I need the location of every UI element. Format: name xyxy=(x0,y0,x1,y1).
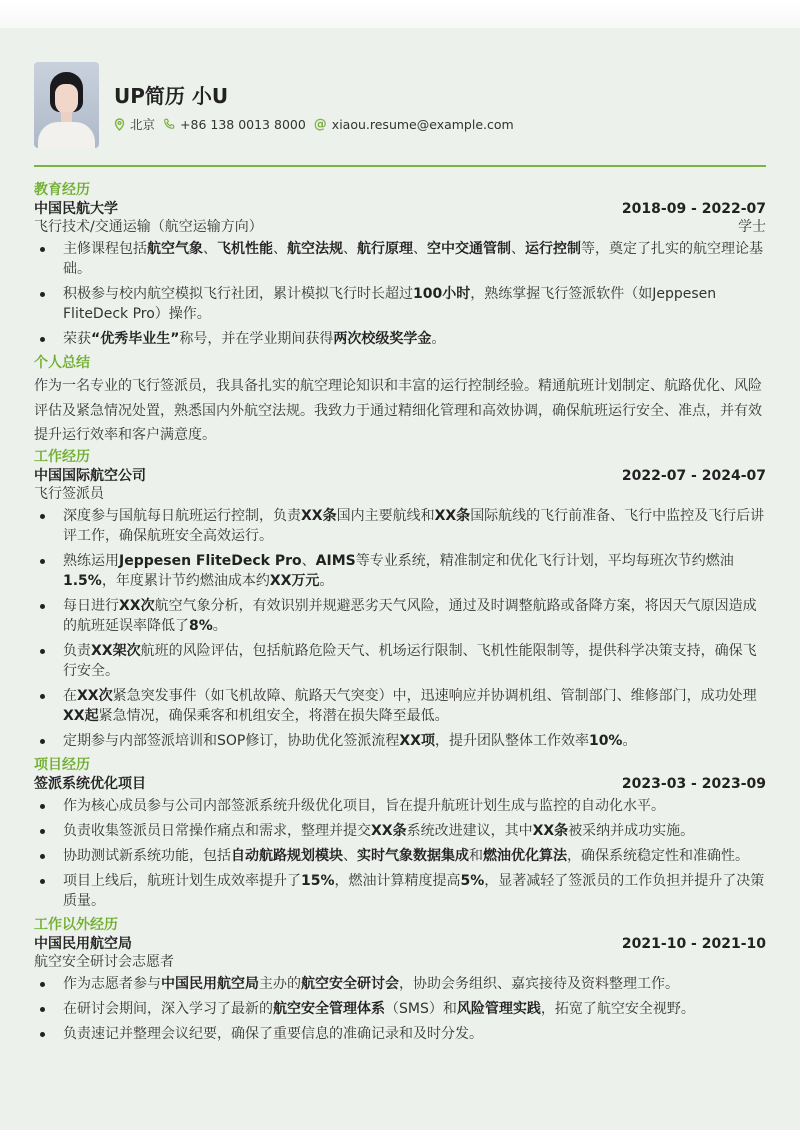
bullet-text: 称号，并在学业期间获得 xyxy=(179,331,334,347)
work-bullets xyxy=(34,506,766,751)
bullet-text: 和 xyxy=(469,847,483,864)
header-divider xyxy=(34,165,766,167)
bullet-item xyxy=(34,686,766,726)
project-bullets xyxy=(34,796,766,911)
emphasis-text: 航空安全管理体系 xyxy=(273,1000,385,1017)
bullet-text: 深度参与国航每日航班运行控制，负责 xyxy=(63,507,301,524)
emphasis-text: “优秀毕业生” xyxy=(91,331,180,347)
emphasis-text: 两次校级奖学金 xyxy=(333,331,432,347)
bullet-text: 。 xyxy=(622,732,637,749)
emphasis-text: XX条 xyxy=(434,507,471,524)
bullet-text: 作为核心成员参与公司内部签派系统升级优化项目，旨在提升航班计划生成与监控的自动化水平。 xyxy=(63,797,665,814)
emphasis-text: 运行控制 xyxy=(525,241,581,257)
volunteer-role: 航空安全研讨会志愿者 xyxy=(34,953,174,970)
bullet-text: 。 xyxy=(212,617,227,634)
avatar xyxy=(34,62,99,148)
school-name: 中国民航大学 xyxy=(34,201,118,217)
contact-email xyxy=(314,117,514,132)
major: 飞行技术/交通运输（航空运输方向） xyxy=(34,219,263,235)
bullet-text: 、 xyxy=(343,241,357,257)
resume-header xyxy=(34,62,766,150)
bullet-text: 紧急情况，确保乘客和机组安全，将潜在损失降至最低。 xyxy=(98,707,449,724)
bullet-text: 紧急突发事件（如飞机故障、航路天气突变）中，迅速响应并协调机组、管制部门、维修部门，成功处理 xyxy=(112,687,757,704)
phone-text: +86 138 0013 8000 xyxy=(180,116,306,132)
bullet-text: 、 xyxy=(343,847,357,864)
contact-location xyxy=(114,115,155,133)
location-text: 北京 xyxy=(130,117,156,132)
bullet-item xyxy=(34,871,766,911)
other-header-row xyxy=(34,935,766,953)
avatar-face xyxy=(55,84,78,114)
emphasis-text: 风险管理实践 xyxy=(456,1000,541,1017)
bullet-text: 主办的 xyxy=(259,975,301,992)
bullet-item xyxy=(34,1024,766,1044)
bullet-text: 作为志愿者参与 xyxy=(63,975,161,992)
emphasis-text: 航空气象 xyxy=(147,241,203,257)
contact-info xyxy=(114,115,522,133)
bullet-text: ，提升团队整体工作效率 xyxy=(434,732,589,749)
bullet-text: 主修课程包括 xyxy=(63,241,147,257)
bullet-item xyxy=(34,821,766,841)
at-icon: @ xyxy=(313,116,327,132)
project-date: 2023-03 - 2023-09 xyxy=(621,775,766,792)
bullet-text: 负责 xyxy=(63,642,91,659)
bullet-text: 航空气象分析，有效识别并规避恶劣天气风险，通过及时调整航路或备降方案，将因天气原因造成的航班延误率降低了 xyxy=(63,597,757,634)
bullet-item xyxy=(34,506,766,546)
bullet-text: 航班的风险评估，包括航路危险天气、机场运行限制、飞机性能限制等，提供科学决策支持，确保飞行安全。 xyxy=(63,642,757,679)
bullet-item xyxy=(34,974,766,994)
bullet-text: ，显著减轻了签派员的工作负担并提升了决策质量。 xyxy=(63,872,765,909)
bullet-text: 系统改进建议，其中 xyxy=(406,822,533,839)
work-date: 2022-07 - 2024-07 xyxy=(621,467,766,484)
bullet-text: 在研讨会期间，深入学习了最新的 xyxy=(63,1000,273,1017)
bullet-text: 在 xyxy=(63,687,77,704)
degree: 学士 xyxy=(738,219,766,235)
emphasis-text: XX项 xyxy=(399,732,435,749)
bullet-text: 熟练运用 xyxy=(63,552,119,569)
top-bar xyxy=(0,0,800,28)
emphasis-text: 飞机性能 xyxy=(217,241,273,257)
bullet-item xyxy=(34,846,766,866)
bullet-text: ，确保系统稳定性和准确性。 xyxy=(567,847,749,864)
education-section xyxy=(34,181,766,349)
bullet-text: 等，奠定了扎实的航空理论基础。 xyxy=(63,241,763,277)
emphasis-text: XX条 xyxy=(301,507,337,524)
emphasis-text: XX条 xyxy=(532,822,569,839)
job-role: 飞行签派员 xyxy=(34,485,104,502)
section-title: 教育经历 xyxy=(34,182,90,198)
emphasis-text: 实时气象数据集成 xyxy=(357,847,469,864)
project-section xyxy=(34,756,766,911)
project-header-row xyxy=(34,775,766,793)
emphasis-text: 航行原理 xyxy=(357,241,413,257)
bullet-item xyxy=(34,731,766,751)
emphasis-text: 1.5% xyxy=(63,572,102,589)
emphasis-text: XX架次 xyxy=(91,642,141,659)
bullet-text: 荣获 xyxy=(63,331,91,347)
summary-text: 作为一名专业的飞行签派员，我具备扎实的航空理论知识和丰富的运行控制经验。精通航班计划制定、航路优化、风险评估及紧急情况处置，熟悉国内外航空法规。我致力于通过精细化管理和高效协调，确保航班运行安全、准点，并有效提升运行效率和客户满意度。 xyxy=(34,378,762,443)
bullet-item xyxy=(34,796,766,816)
work-header-row xyxy=(34,467,766,485)
bullet-text: 等专业系统，精准制定和优化飞行计划，平均每班次节约燃油 xyxy=(355,552,734,569)
emphasis-text: 航空法规 xyxy=(287,241,343,257)
bullet-text: 、 xyxy=(273,241,287,257)
education-bullets xyxy=(34,239,766,349)
emphasis-text: 中国民用航空局 xyxy=(161,975,259,992)
education-sub-row xyxy=(34,218,766,236)
section-title: 工作经历 xyxy=(34,448,90,465)
phone-icon xyxy=(163,118,175,130)
emphasis-text: 10% xyxy=(588,732,623,749)
section-title: 项目经历 xyxy=(34,756,90,773)
emphasis-text: XX起 xyxy=(63,707,99,724)
emphasis-text: XX条 xyxy=(371,822,407,839)
bullet-text: 、 xyxy=(301,552,316,569)
emphasis-text: 空中交通管制 xyxy=(427,241,511,257)
other-date: 2021-10 - 2021-10 xyxy=(621,935,766,952)
bullet-text: 。 xyxy=(319,572,334,589)
bullet-text: 、 xyxy=(413,241,427,257)
bullet-text: 。 xyxy=(431,331,446,347)
bullet-text: 负责速记并整理会议纪要，确保了重要信息的准确记录和及时分发。 xyxy=(63,1025,483,1042)
bullet-text: 项目上线后，航班计划生成效率提升了 xyxy=(63,872,301,889)
contact-phone xyxy=(163,117,306,132)
bullet-item xyxy=(34,641,766,681)
bullet-item xyxy=(34,329,766,349)
bullet-text: ，燃油计算精度提高 xyxy=(334,872,461,889)
other-bullets xyxy=(34,974,766,1044)
other-experience-section xyxy=(34,916,766,1044)
company-name: 中国国际航空公司 xyxy=(34,467,146,484)
project-name: 签派系统优化项目 xyxy=(34,775,146,792)
bullet-text: 、 xyxy=(511,241,525,257)
bullet-text: ，协助会务组织、嘉宾接待及资料整理工作。 xyxy=(399,975,679,992)
emphasis-text: XX次 xyxy=(119,597,155,614)
bullet-text: ，年度累计节约燃油成本约 xyxy=(101,572,270,589)
bullet-item xyxy=(34,239,766,279)
education-date: 2018-09 - 2022-07 xyxy=(621,201,766,217)
map-pin-icon xyxy=(114,118,125,131)
bullet-item xyxy=(34,284,766,324)
emphasis-text: 燃油优化算法 xyxy=(483,847,567,864)
emphasis-text: AIMS xyxy=(315,552,356,569)
emphasis-text: 5% xyxy=(460,872,485,889)
bullet-item xyxy=(34,999,766,1019)
emphasis-text: 8% xyxy=(189,617,213,634)
avatar-body xyxy=(38,122,95,148)
bullet-text: 负责收集签派员日常操作痛点和需求，整理并提交 xyxy=(63,822,371,839)
bullet-text: 定期参与内部签派培训和SOP修订，协助优化签派流程 xyxy=(63,732,400,749)
emphasis-text: Jeppesen FliteDeck Pro xyxy=(119,552,302,569)
emphasis-text: 航空安全研讨会 xyxy=(301,975,399,992)
resume-content xyxy=(34,181,766,1049)
bullet-text: 协助测试新系统功能，包括 xyxy=(63,847,231,864)
bullet-text: 每日进行 xyxy=(63,597,119,614)
emphasis-text: XX万元 xyxy=(269,572,320,589)
bullet-item xyxy=(34,551,766,591)
bullet-text: （SMS）和 xyxy=(385,1000,457,1017)
candidate-name: UP简历 小U xyxy=(114,84,229,108)
bullet-text: ，熟练掌握飞行签派软件（如Jeppesen FliteDeck Pro）操作。 xyxy=(63,286,717,322)
email-text: xiaou.resume@example.com xyxy=(331,116,514,132)
bullet-text: 国内主要航线和 xyxy=(336,507,435,524)
emphasis-text: 100小时 xyxy=(413,286,471,302)
bullet-text: ，拓宽了航空安全视野。 xyxy=(540,1000,695,1017)
section-title: 个人总结 xyxy=(34,355,90,371)
emphasis-text: XX次 xyxy=(77,687,113,704)
bullet-text: 积极参与校内航空模拟飞行社团，累计模拟飞行时长超过 xyxy=(63,286,413,302)
work-section xyxy=(34,448,766,751)
bullet-text: 国际航线的飞行前准备、飞行中监控及飞行后讲评工作，确保航班安全高效运行。 xyxy=(63,507,765,544)
organization-name: 中国民用航空局 xyxy=(34,935,132,952)
resume-page xyxy=(0,28,800,1130)
section-title: 工作以外经历 xyxy=(34,916,118,933)
emphasis-text: 自动航路规划模块 xyxy=(231,847,343,864)
summary-section xyxy=(34,354,766,448)
education-header-row xyxy=(34,200,766,218)
emphasis-text: 15% xyxy=(301,872,335,889)
bullet-text: 、 xyxy=(203,241,217,257)
bullet-text: 被采纳并成功实施。 xyxy=(568,822,695,839)
bullet-item xyxy=(34,596,766,636)
